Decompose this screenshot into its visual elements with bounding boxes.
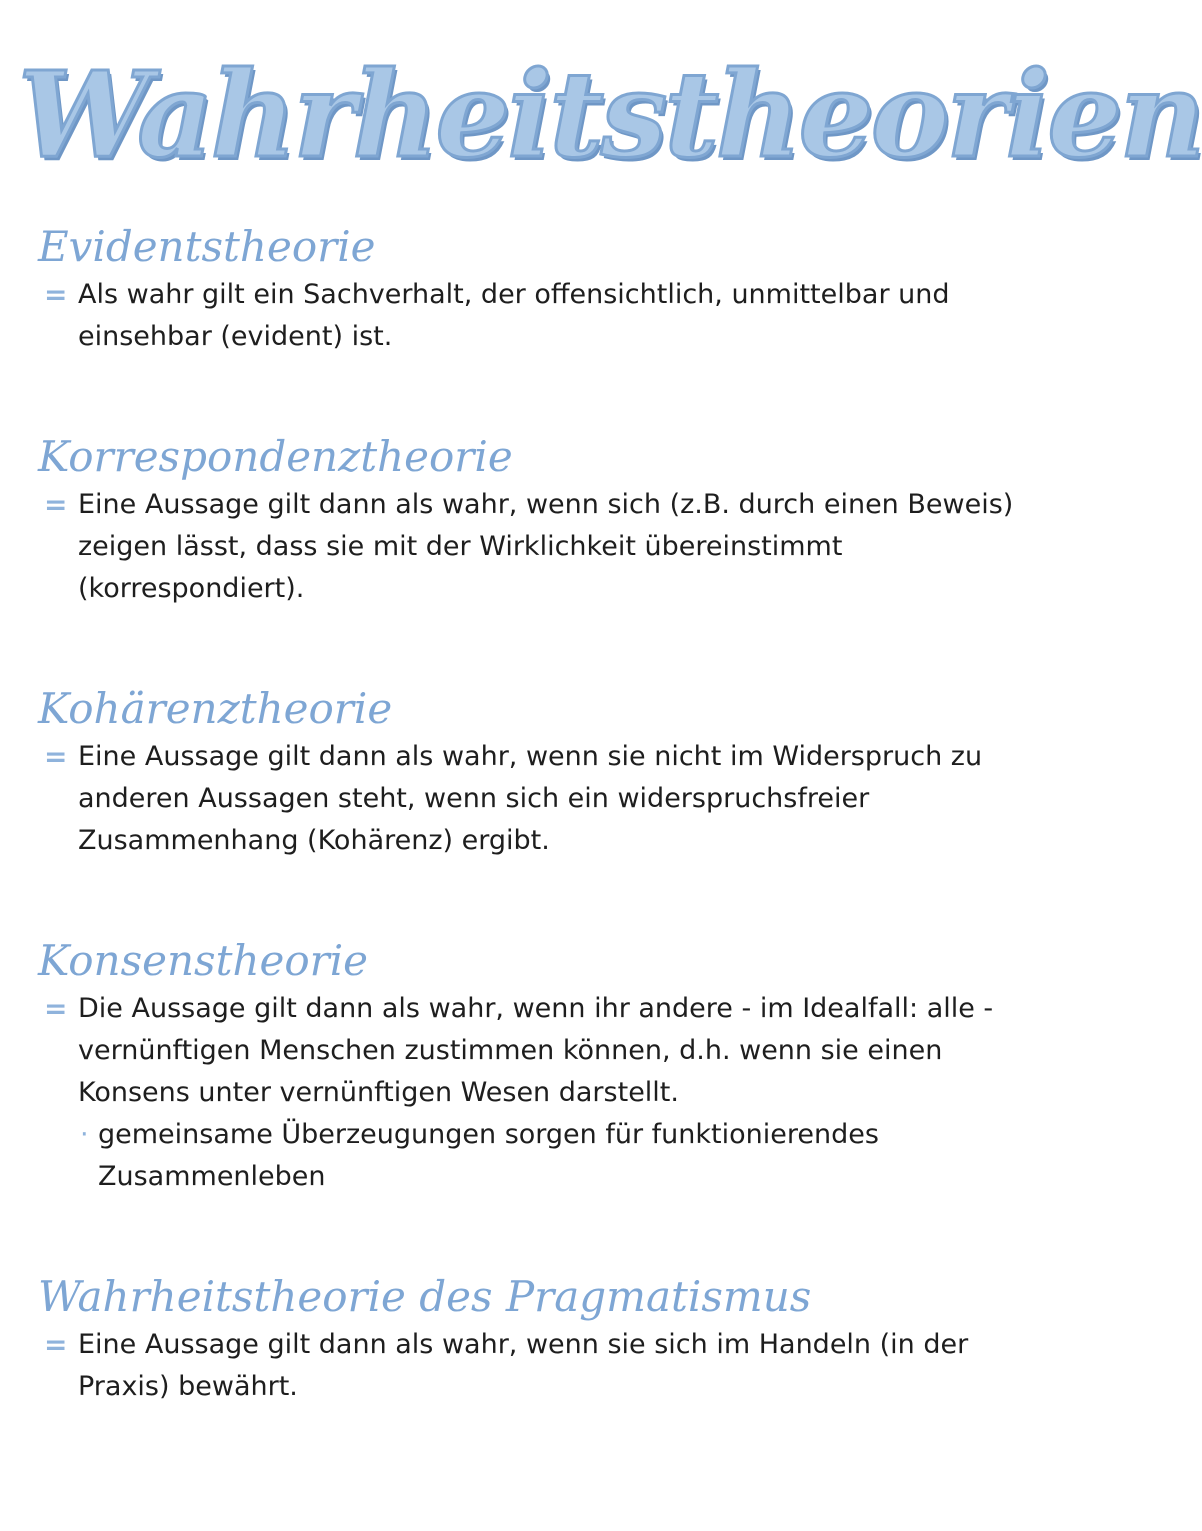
page-title: Wahrheitstheorien (18, 45, 1202, 184)
definition-text: Eine Aussage gilt dann als wahr, wenn sich (z.B. durch einen Beweis) zeigen lässt, dass sie mit der Wirklichkeit übereinstimmt (korrespondiert). (78, 489, 1014, 604)
equals-marker: = (44, 992, 68, 1025)
definition (38, 988, 1048, 1114)
section-heading: Korrespondenztheorie (38, 432, 513, 481)
equals-marker: = (44, 1328, 68, 1361)
equals-marker: = (44, 740, 68, 773)
section-heading: Wahrheitstheorie des Pragmatismus (38, 1272, 812, 1321)
equals-marker: = (44, 488, 68, 521)
section-kohaerenztheorie (38, 684, 1048, 862)
section-konsenstheorie (38, 936, 1048, 1198)
definition (38, 274, 1048, 358)
equals-marker: = (44, 278, 68, 311)
section-korrespondenztheorie (38, 432, 1048, 610)
definition (38, 484, 1048, 610)
definition-text: Als wahr gilt ein Sachverhalt, der offensichtlich, unmittelbar und einsehbar (evident) ist. (78, 279, 950, 352)
definition (38, 1324, 1048, 1408)
section-heading: Konsenstheorie (38, 936, 369, 985)
section-pragmatismus (38, 1272, 1048, 1408)
definition-text: Eine Aussage gilt dann als wahr, wenn sie nicht im Widerspruch zu anderen Aussagen steht, wenn sich ein widerspruchsfreier Zusammenhang (Kohärenz) ergibt. (78, 741, 983, 856)
bullet-point (80, 1114, 1048, 1198)
definition-text: Eine Aussage gilt dann als wahr, wenn sie sich im Handeln (in der Praxis) bewährt. (78, 1329, 969, 1402)
bullet-text: gemeinsame Überzeugungen sorgen für funktionierendes Zusammenleben (98, 1119, 879, 1192)
definition (38, 736, 1048, 862)
section-evidenztheorie (38, 222, 1048, 358)
bullet-dot: · (80, 1119, 89, 1150)
section-heading: Kohärenztheorie (38, 684, 393, 733)
definition-text: Die Aussage gilt dann als wahr, wenn ihr andere - im Idealfall: alle - vernünftigen Menschen zustimmen können, d.h. wenn sie einen Konsens unter vernünftigen Wesen darstellt. (78, 993, 994, 1108)
section-heading: Evidentstheorie (38, 222, 376, 271)
